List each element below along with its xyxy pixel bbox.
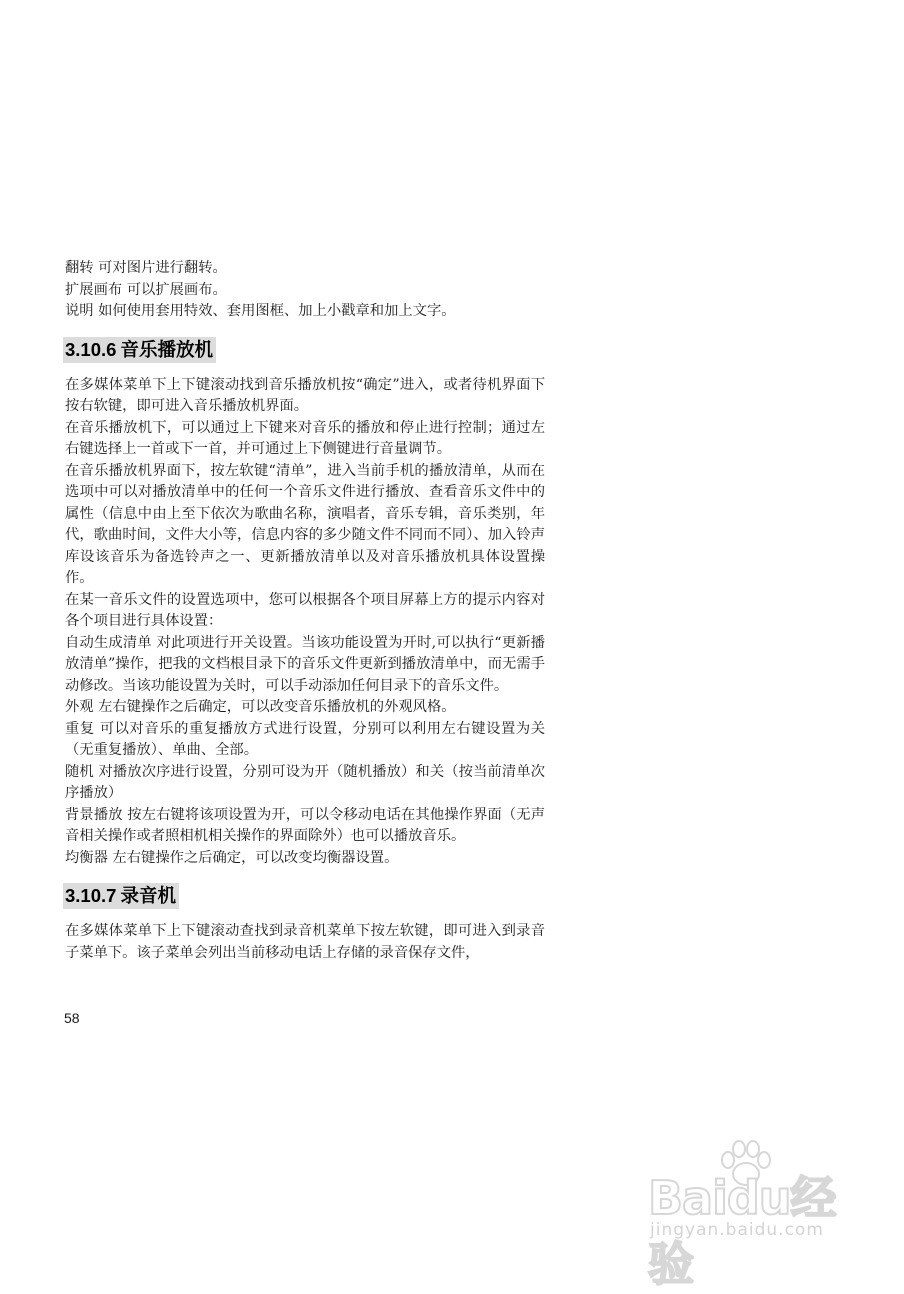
section-heading-recorder <box>63 883 179 909</box>
paragraph: 背景播放 按左右键将该项设置为开，可以令移动电话在其他操作界面（无声音相关操作或者照相机相关操作的界面除外）也可以播放音乐。 <box>65 806 545 844</box>
intro-line-expand-canvas: 扩展画布 可以扩展画布。 <box>65 281 227 298</box>
section-title: 音乐播放机 <box>120 338 213 360</box>
paragraph: 在某一音乐文件的设置选项中，您可以根据各个项目屏幕上方的提示内容对各个项目进行具体设置： <box>65 591 545 629</box>
section-number: 3.10.7 <box>65 885 117 906</box>
section-title: 录音机 <box>120 885 176 906</box>
watermark-logo-text: Baidu经验 <box>648 1171 836 1291</box>
paragraph: 随机 对播放次序进行设置，分别可设为开（随机播放）和关（按当前清单次序播放） <box>65 763 545 801</box>
section-number: 3.10.6 <box>65 338 117 360</box>
paragraph: 在多媒体菜单下上下键滚动查找到录音机菜单下按左软键，即可进入到录音子菜单下。该子菜单会列出当前移动电话上存储的录音保存文件， <box>65 923 545 961</box>
intro-line-flip: 翻转 可对图片进行翻转。 <box>65 260 227 276</box>
paragraph: 在音乐播放机界面下，按左软键“清单”，进入当前手机的播放清单，从而在选项中可以对播放清单中的任何一个音乐文件进行播放、查看音乐文件中的属性（信息中由上至下依次为歌曲名称，演唱者，音乐专辑，音乐类别，年代，歌曲时间，文件大小等，信息内容的多少随文件不同而不同）、加入铃声库设该音乐为备选铃声之一、更新播放清单以及对音乐播放机具体设置操作。 <box>65 462 545 586</box>
baidu-watermark <box>648 1140 878 1291</box>
paragraph: 重复 可以对音乐的重复播放方式进行设置，分别可以利用左右键设置为关（无重复播放）、单曲、全部。 <box>65 720 545 758</box>
paragraph: 均衡器 左右键操作之后确定，可以改变均衡器设置。 <box>65 849 399 866</box>
section-heading-music-player <box>63 337 216 363</box>
page-number: 58 <box>64 1010 80 1026</box>
intro-line-description: 说明 如何使用套用特效、套用图框、加上小戳章和加上文字。 <box>65 303 456 319</box>
paragraph: 在音乐播放机下，可以通过上下键来对音乐的播放和停止进行控制；通过左右键选择上一首或下一首，并可通过上下侧键进行音量调节。 <box>65 419 545 457</box>
watermark-url: jingyan.baidu.com <box>650 1220 824 1240</box>
paragraph: 在多媒体菜单下上下键滚动找到音乐播放机按“确定”进入，或者待机界面下按右软键，即可进入音乐播放机界面。 <box>65 376 545 414</box>
paragraph: 自动生成清单 对此项进行开关设置。当该功能设置为开时,可以执行“更新播放清单”操作，把我的文档根目录下的音乐文件更新到播放清单中，而无需手动修改。当该功能设置为关时，可以手动添加任何目录下的音乐文件。 <box>65 634 545 694</box>
paragraph: 外观 左右键操作之后确定，可以改变音乐播放机的外观风格。 <box>65 699 456 715</box>
page-content <box>65 258 545 964</box>
